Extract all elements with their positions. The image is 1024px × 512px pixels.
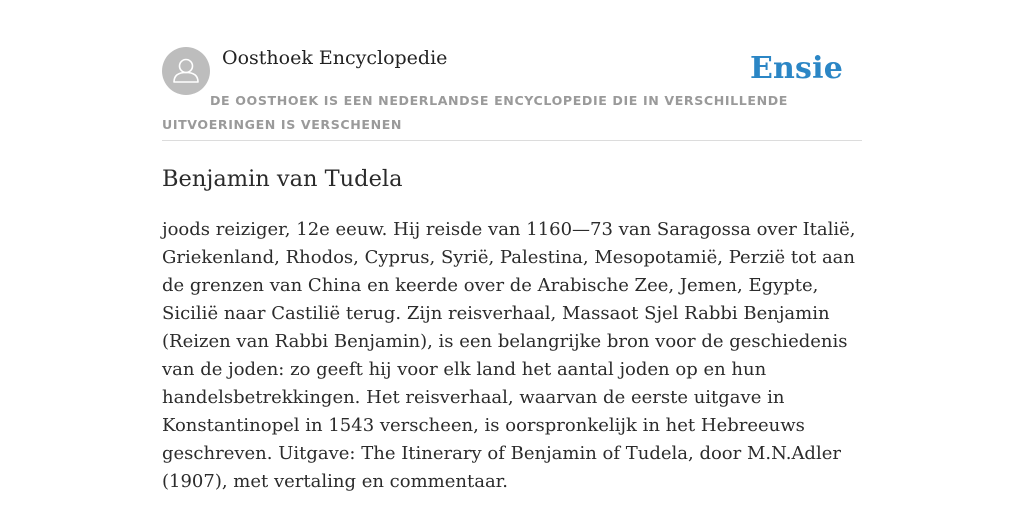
article-card [162, 0, 862, 512]
avatar[interactable] [162, 47, 210, 95]
source-header [162, 0, 862, 141]
source-tagline: DE OOSTHOEK IS EEN NEDERLANDSE ENCYCLOPEDIE DIE IN VERSCHILLENDE UITVOERINGEN IS VERSCHENEN [162, 93, 789, 132]
source-name-link[interactable]: Oosthoek Encyclopedie [222, 47, 448, 69]
ensie-logo[interactable]: Ensie [749, 51, 843, 86]
article-body: joods reiziger, 12e eeuw. Hij reisde van 1160—73 van Saragossa over Italië, Griekenland, Rhodos, Cyprus, Syrië, Palestina, Mesopotamië, Perzië tot aan de grenzen van China en keerde over de Arabische Zee, Jemen, Egypte, Sicilië naar Castilië terug. Zijn reisverhaal, Massaot Sjel Rabbi Benjamin (Reizen van Rabbi Benjamin), is een belangrijke bron voor de geschiedenis van de joden: zo geeft hij voor elk land het aantal joden op en hun handelsbetrekkingen. Het reisverhaal, waarvan de eerste uitgave in Konstantinopel in 1543 verscheen, is oorspronkelijk in het Hebreeuws geschreven. Uitgave: The Itinerary of Benjamin of Tudela, door M.N.Adler (1907), met vertaling en commentaar. [162, 219, 856, 492]
page-title: Benjamin van Tudela [162, 166, 403, 192]
user-silhouette-icon [162, 47, 210, 95]
